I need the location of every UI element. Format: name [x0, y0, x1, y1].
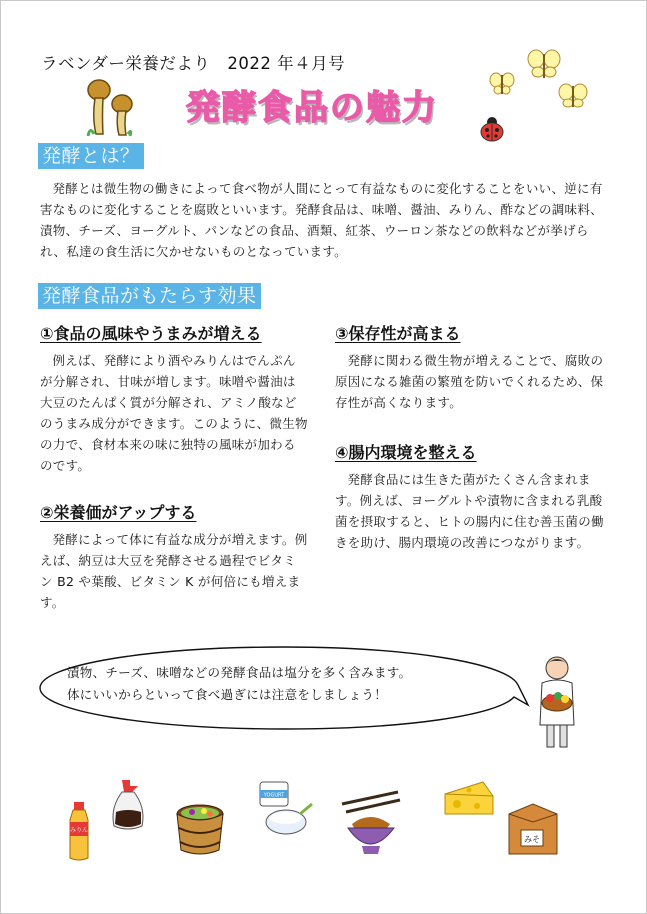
pickles-barrel-icon: [174, 800, 226, 856]
notice-line-1: 漬物、チーズ、味噌などの発酵食品は塩分を多く含みます。: [67, 665, 412, 680]
mirin-label: みりん: [69, 827, 89, 834]
effect-heading-nutrition: ②栄養価がアップする: [40, 503, 197, 522]
effect-heading-flavor: ①食品の風味やうまみが増える: [40, 324, 262, 343]
effect-text-nutrition: 発酵によって体に有益な成分が増えます。例えば、納豆は大豆を発酵させる過程でビタミン B2 や葉酸、ビタミン K が何倍にも増えます。: [40, 532, 308, 610]
cheese-icon: [443, 780, 495, 818]
yogurt-icon: [256, 778, 316, 838]
mirin-bottle-icon: [64, 800, 94, 862]
section-what-paragraph: 発酵とは微生物の働きによって食べ物が人間にとって有益なものに変化することをいい、逆に有害なものに変化することを腐敗といいます。発酵食品は、味噌、醤油、みりん、酢などの調味料、漬物、チーズ、ヨーグルト、パンなどの食品、酒類、紅茶、ウーロン茶などの飲料などが挙げられ、私達の食生活に欠かせないものとなっています。: [40, 181, 603, 259]
newsletter-header: ラベンダー栄養だより 2022 年４月号: [41, 54, 346, 73]
section-label-what: 発酵とは？: [38, 143, 144, 169]
page-title: 発酵食品の魅力: [186, 88, 438, 128]
section-label-effects: 発酵食品がもたらす効果: [38, 283, 261, 309]
ladybug-icon: [478, 116, 506, 142]
yogurt-label: YOGURT: [263, 792, 285, 799]
miso-box-icon: [503, 800, 561, 860]
mushroom-illustration: [84, 78, 138, 140]
effect-text-preservation: 発酵に関わる微生物が増えることで、腐敗の原因になる雑菌の繁殖を防いでくれるため、保存性が高くなります。: [335, 353, 604, 410]
notice-line-2: 体にいいからといって食べ過ぎには注意をしましょう！: [67, 687, 388, 702]
effect-heading-preservation: ③保存性が高まる: [335, 324, 461, 343]
notice-text: [67, 662, 411, 706]
miso-label: みそ: [524, 835, 540, 844]
butterfly-illustration: [488, 48, 592, 110]
effect-text-gut: 発酵食品には生きた菌がたくさん含まれます。例えば、ヨーグルトや漬物に含まれる乳酸菌を摂取すると、ヒトの腸内に住む善玉菌の働きを助け、腸内環境の改善につながります。: [335, 472, 604, 550]
soy-sauce-icon: [108, 778, 148, 832]
effect-heading-gut: ④腸内環境を整える: [335, 443, 477, 462]
dietitian-illustration: [534, 655, 580, 753]
effect-text-flavor: 例えば、発酵により酒やみりんはでんぷんが分解され、甘味が増します。味噌や醤油は大豆のたんぱく質が分解され、アミノ酸などのうまみ成分ができます。このように、微生物の力で、食材本来の味に独特の風味が加わるのです。: [40, 353, 308, 473]
natto-bowl-icon: [340, 790, 402, 860]
